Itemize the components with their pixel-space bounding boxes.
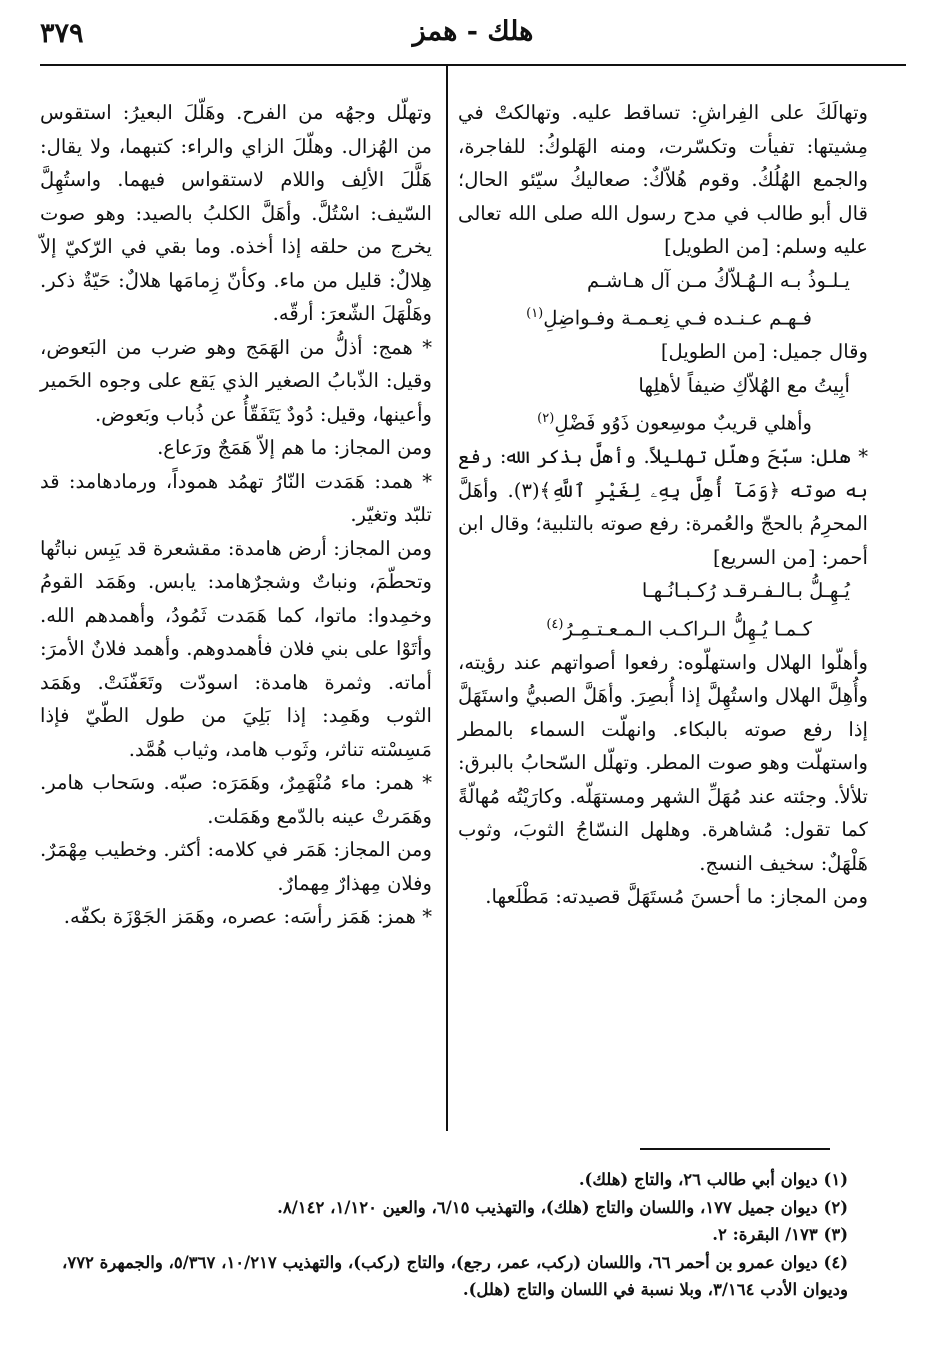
verse-line bbox=[458, 608, 868, 646]
verse-text: وأهلي قريبٌ موسِعون ذَوُو فَضْلِ bbox=[554, 411, 812, 435]
page-header bbox=[40, 14, 906, 58]
verse bbox=[458, 264, 868, 336]
paragraph: * هلل: سبّحَ وهلّل تهليلاً. وأهلَّ بذكر الله: رفع به صوته ﴿وَمَآ أُهِلَّ بِهِۦ لِغَيْرِ ٱللَّهِ﴾(٣). وأهَلَّ المحرِمُ بالحجّ والعُمرة: رفع صوته بالتلبية؛ وقال ابن أحمر: [من السريع] bbox=[458, 445, 868, 569]
verse-text: كـمـا يُـهِلُّ الـراكـب الـمـعـتـمِـرُ bbox=[563, 617, 812, 641]
paragraph: وقال جميل: [من الطويل] bbox=[660, 340, 868, 364]
verse-line: يـلـوذُ بـه الـهُـلاّكُ مـن آل هـاشـم bbox=[587, 268, 850, 292]
footnote: (٣) ١٧٣/ البقرة: ٢. bbox=[712, 1225, 848, 1244]
footnote-ref: (٢) bbox=[537, 411, 555, 427]
running-title: هلك - همز bbox=[412, 16, 534, 47]
verse-line: أبِيتُ مع الهُلاّكِ ضيفاً لأهلِها bbox=[638, 373, 850, 397]
paragraph: * همد: هَمَدت النّارُ تهمُد هموداً، ورمادهامد: قد تلبّد وتغيّر. bbox=[40, 469, 432, 526]
footnote-rule bbox=[640, 1148, 830, 1150]
paragraph: وتهلّل وجهُه من الفرح. وهَلّلَ البعيرُ: استقوس من الهُزال. وهلّلَ الزاي والراء: كتبهما، ولا يقال: هَلَّلَ الألِف واللام لاستقواس فيهما. واستُهِلَّ السّيف: اسْتُلَّ. وأهَلَّ الكلبُ بالصيد: وهو صوت يخرج من حلقه إذا أخذه. وما بقي في الرّكيّ إلاّ هِلالٌ: قليل من ماء. وكأنّ زِمامَها هلالٌ: حَيّةٌ ذكر. وهَلْهَلَ الشّعرَ: أرقّه. bbox=[40, 101, 432, 325]
column-divider bbox=[446, 66, 448, 1131]
verse-text: فـهـم عـنـده فـي نِعـمـة وفـواضِلِ bbox=[543, 306, 812, 330]
footnote-ref: (١) bbox=[526, 306, 544, 321]
paragraph: * همز: هَمَز رأسَه: عصره، وهَمَز الجَوْزَة بكفّه. bbox=[63, 905, 432, 928]
header-rule bbox=[40, 64, 906, 66]
footnote-ref: (٤) bbox=[546, 616, 564, 632]
verse-line bbox=[458, 402, 868, 440]
footnote: (١) ديوان أبي طالب ٢٦، والتاج (هلك). bbox=[578, 1170, 848, 1189]
paragraph: * همج: أذلُّ من الهَمَج وهو ضرب من البَعوض، وقيل: الذّبابُ الصغير الذي يَقع على وجوه الحَمير وأعينها، وقيل: دُودٌ يَتَفَقّأُ عن ذُباب وبَعوض. bbox=[40, 335, 432, 426]
paragraph: * همر: ماء مُنْهَمِرٌ، وهَمَرَه: صبّه. وسَحاب هامر. وهَمَرتْ عينه بالدّمع وهَمَلت. bbox=[40, 771, 432, 828]
paragraph: وتهالَكَ على الفِراشِ: تساقط عليه. وتهالكتْ في مِشيتها: تفيأت وتكسّرت، ومنه الهَلوكُ: للفاجرة، والجمع الهُلُكُ. وقوم هُلاّكٌ: صعاليكُ سيّئو الحال؛ قال أبو طالب في مدح رسول الله صلى الله تعالى عليه وسلم: [من الطويل] bbox=[458, 101, 868, 258]
paragraph: ومن المجاز: أرض هامدة: مقشعرة قد يَبِس نباتُها وتحطّمَ، ونباتٌ وشجرٌهامد: يابس. وهَمَد القومُ وخمِدوا: ماتوا، كما هَمَدت ثَمُودُ، وأهمدهم الله. وأتَوْا على بني فلان فأهمدوهم. وأهمد فلانٌ الأمرَ: أماته. وثمرة هامدة: اسودّت وتَعَفّنَتْ. وهَمَد الثوب وهَمِد: إذا بَلِيَ من طول الطّيّ فإذا مَسِسْته تناثر، وثَوب هامد، وثياب هُمَّد. bbox=[40, 536, 432, 761]
right-column bbox=[458, 96, 868, 914]
verse-line bbox=[458, 297, 868, 335]
footnotes bbox=[40, 1166, 848, 1304]
page-number: ٣٧٩ bbox=[40, 18, 84, 49]
verse bbox=[458, 574, 868, 646]
verse-line: يُـهِـلُّ بـالـفـرقـد رُكـبـانُـهـا bbox=[641, 579, 850, 603]
paragraph: وأهلّوا الهلال واستهلّوه: رفعوا أصواتهم عند رؤيته، وأُهِلَّ الهلال واستُهِلَّ إذا أُبصِرَ. وأهَلَّ الصبيُّ واستَهَلَّ إذا رفع صوته بالبكاء. وانهلّت السماء بالمطر واستهلّت وهو صوت المطر. وتهلّل السّحابُ بالبرق: تلألأ. وجئته عند مُهَلِّ الشهر ومستهَلّه. وكارَيْتُه مُهالّةً كما تقول: مُشاهرة. وهلهل النسّاجُ الثوبَ، وثوب هَلْهَلٌ: سخيف النسج. bbox=[458, 650, 868, 875]
paragraph: ومن المجاز: ما هم إلاّ هَمَجٌ ورَعاع. bbox=[157, 436, 432, 459]
paragraph: ومن المجاز: ما أحسنَ مُستَهَلَّ قصيدته: مَطْلَعها. bbox=[485, 885, 868, 909]
footnote: (٢) ديوان جميل ١٧٧، واللسان والتاج (هلك)، والتهذيب ٦/١٥، والعين ١/١٢٠، ٨/١٤٢. bbox=[277, 1197, 848, 1217]
verse bbox=[458, 369, 868, 441]
paragraph: ومن المجاز: هَمَر في كلامه: أكثر. وخطيب مِهْمَرٌ. وفلان مِهذارٌ مِهمارٌ. bbox=[40, 838, 432, 895]
footnote: (٤) ديوان عمرو بن أحمر ٦٦، واللسان (ركب، عمر، رجع)، والتاج (ركب)، والتهذيب ١٠/٢١٧، ٥/٣٦٧، والجمهرة ٧٧٢، وديوان الأدب ٣/١٦٤، وبلا نسبة في اللسان والتاج (هلل). bbox=[62, 1252, 848, 1299]
left-column bbox=[40, 96, 432, 934]
